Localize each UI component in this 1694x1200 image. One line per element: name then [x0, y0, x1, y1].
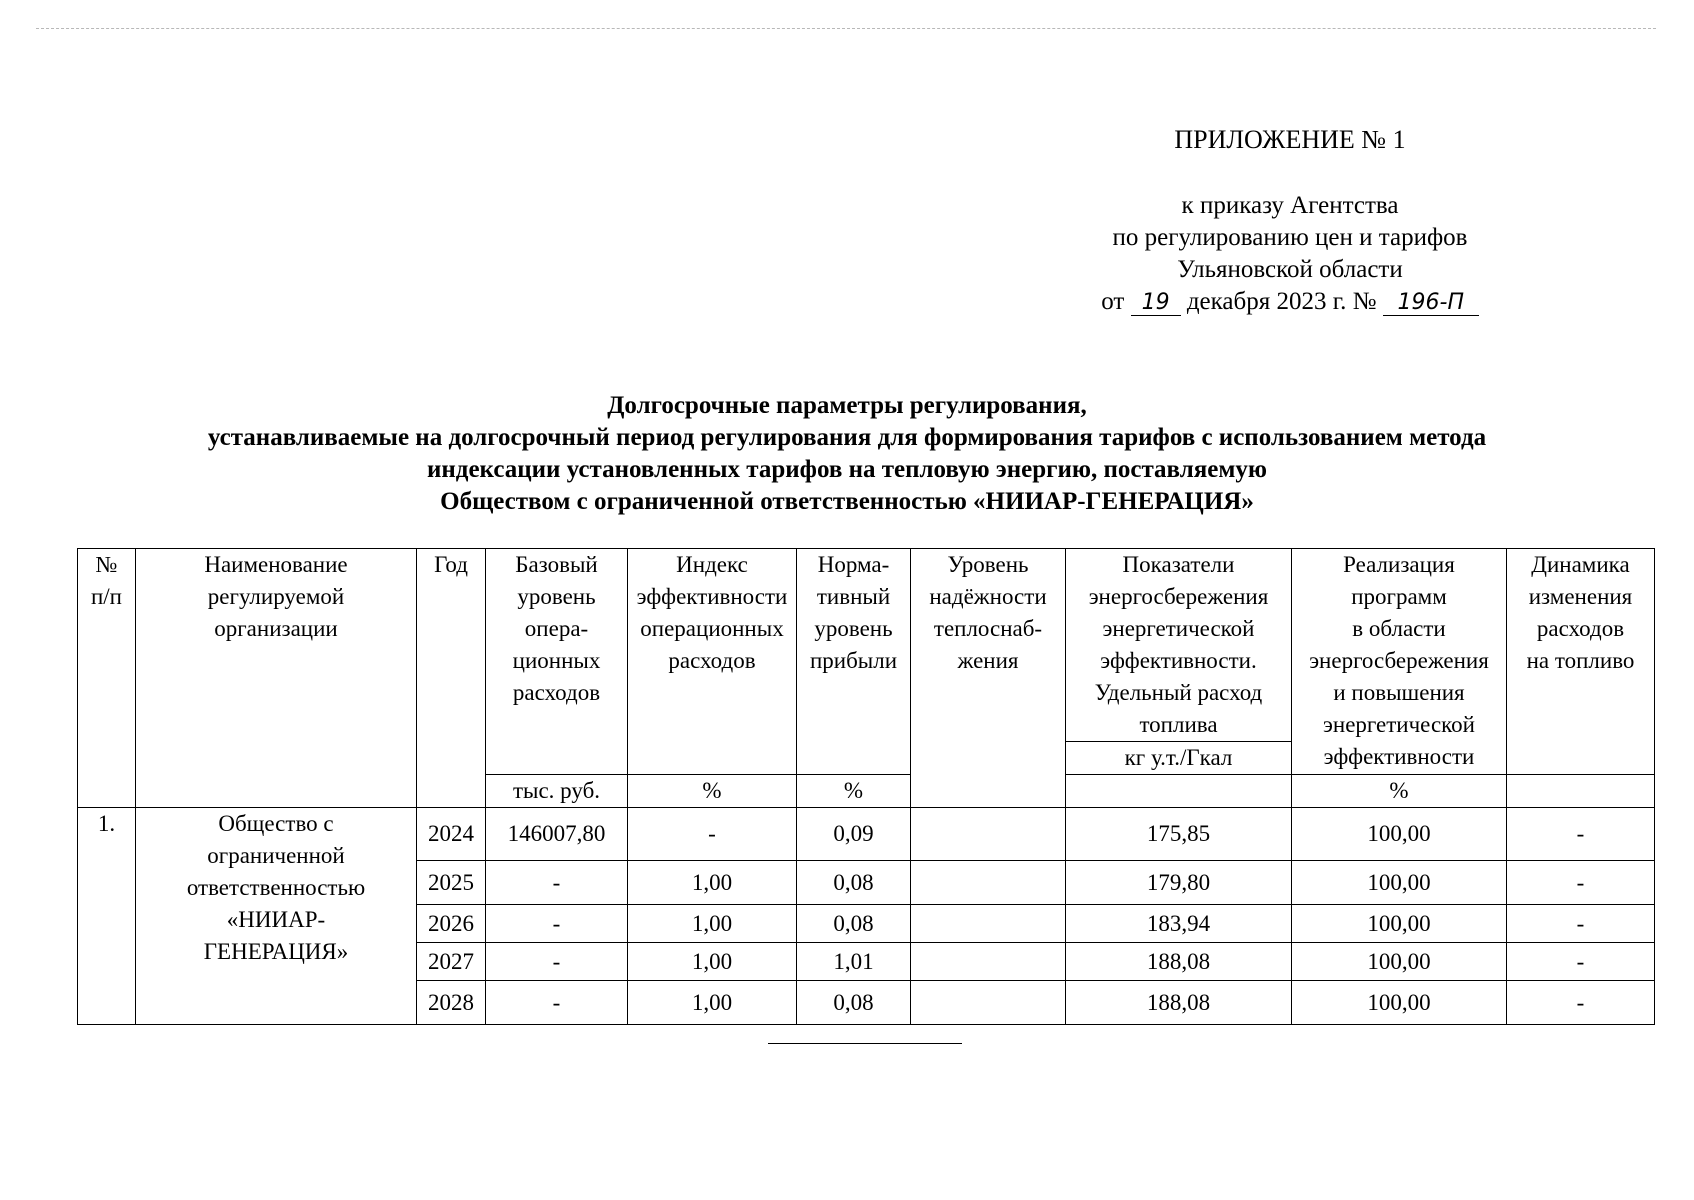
- cell-text-line: Год: [434, 552, 468, 577]
- cell-index: 1,00: [628, 905, 797, 943]
- cell-text-line: эффективности: [1323, 744, 1475, 769]
- cell-text-line: ограниченной: [207, 843, 345, 868]
- cell-text-line: теплоснаб-: [933, 616, 1043, 641]
- cell-index: 1,00: [628, 861, 797, 905]
- unit-index: %: [628, 775, 797, 808]
- header-base-opex: [486, 549, 628, 775]
- unit-programs: %: [1292, 775, 1507, 808]
- cell-reliability: [911, 861, 1066, 905]
- ref-line-2: по регулированию цен и тарифов: [1112, 224, 1468, 251]
- cell-text-line: тивный: [816, 584, 891, 609]
- ref-line-3: Ульяновской области: [1177, 256, 1403, 283]
- cell-text-line: Норма-: [817, 552, 890, 577]
- cell-text-line: Удельный расход: [1094, 680, 1263, 705]
- cell-text-line: расходов: [1536, 616, 1625, 641]
- cell-profit: 0,09: [797, 808, 911, 861]
- cell-text-line: «НИИАР-: [226, 907, 326, 932]
- cell-text-line: жения: [957, 648, 1019, 673]
- cell-programs: 100,00: [1292, 905, 1507, 943]
- header-normative-profit: [797, 549, 911, 775]
- cell-year: 2027: [417, 943, 486, 981]
- date-rest: декабря 2023 г. №: [1186, 288, 1377, 315]
- cell-fuel: -: [1507, 905, 1655, 943]
- cell-base: -: [486, 943, 628, 981]
- unit-base: тыс. руб.: [486, 775, 628, 808]
- header-efficiency-index: [628, 549, 797, 775]
- cell-text-line: п/п: [90, 584, 122, 609]
- cell-text-line: Базовый: [515, 552, 598, 577]
- cell-year: 2026: [417, 905, 486, 943]
- cell-energy: 175,85: [1066, 808, 1292, 861]
- cell-text-line: расходов: [668, 648, 756, 673]
- cell-text-line: надёжности: [929, 584, 1047, 609]
- cell-text-line: эффективности.: [1100, 648, 1257, 673]
- cell-year: 2025: [417, 861, 486, 905]
- cell-text-line: Индекс: [676, 552, 748, 577]
- cell-reliability: [911, 981, 1066, 1025]
- cell-text-line: регулируемой: [207, 584, 345, 609]
- cell-fuel: -: [1507, 861, 1655, 905]
- cell-index: 1,00: [628, 943, 797, 981]
- cell-text-line: топлива: [1139, 712, 1218, 737]
- cell-text-line: Динамика: [1531, 552, 1630, 577]
- cell-text-line: расходов: [512, 680, 601, 705]
- top-rule: [36, 28, 1656, 29]
- org-name: [136, 808, 417, 1025]
- cell-programs: 100,00: [1292, 943, 1507, 981]
- header-fuel-dynamics: [1507, 549, 1655, 775]
- cell-base: -: [486, 861, 628, 905]
- cell-base: 146007,80: [486, 808, 628, 861]
- document-title: [100, 390, 1594, 518]
- cell-programs: 100,00: [1292, 981, 1507, 1025]
- title-line-4: Обществом с ограниченной ответственностью «НИИАР-ГЕНЕРАЦИЯ»: [440, 488, 1254, 515]
- unit-energy-empty: [1066, 775, 1292, 808]
- cell-profit: 0,08: [797, 981, 911, 1025]
- title-line-1: Долгосрочные параметры регулирования,: [607, 392, 1087, 419]
- cell-fuel: -: [1507, 943, 1655, 981]
- cell-reliability: [911, 808, 1066, 861]
- cell-text-line: опера-: [524, 616, 589, 641]
- cell-fuel: -: [1507, 808, 1655, 861]
- handwritten-day: 19: [1131, 291, 1181, 316]
- cell-energy: 179,80: [1066, 861, 1292, 905]
- row-number: 1.: [78, 808, 136, 1025]
- cell-programs: 100,00: [1292, 861, 1507, 905]
- parameters-table: [77, 548, 1655, 1025]
- cell-fuel: -: [1507, 981, 1655, 1025]
- cell-profit: 0,08: [797, 861, 911, 905]
- cell-year: 2028: [417, 981, 486, 1025]
- cell-programs: 100,00: [1292, 808, 1507, 861]
- cell-reliability: [911, 943, 1066, 981]
- cell-text-line: на топливо: [1526, 648, 1635, 673]
- header-org-name: [136, 549, 417, 808]
- bottom-rule: [768, 1043, 962, 1044]
- cell-text-line: уровень: [814, 616, 893, 641]
- order-date-line: [1080, 286, 1500, 318]
- cell-reliability: [911, 905, 1066, 943]
- cell-text-line: изменения: [1528, 584, 1633, 609]
- cell-text-line: в области: [1352, 616, 1446, 641]
- cell-base: -: [486, 981, 628, 1025]
- cell-profit: 0,08: [797, 905, 911, 943]
- cell-text-line: энергетической: [1102, 616, 1255, 641]
- unit-profit: %: [797, 775, 911, 808]
- cell-text-line: Реализация: [1343, 552, 1455, 577]
- cell-index: 1,00: [628, 981, 797, 1025]
- header-reliability: [911, 549, 1066, 808]
- cell-text-line: Наименование: [204, 552, 348, 577]
- cell-text-line: операционных: [640, 616, 784, 641]
- date-prefix: от: [1101, 288, 1125, 315]
- unit-energy: кг у.т./Гкал: [1066, 742, 1292, 775]
- cell-text-line: уровень: [517, 584, 596, 609]
- cell-energy: 188,08: [1066, 943, 1292, 981]
- cell-text-line: Уровень: [947, 552, 1029, 577]
- cell-text-line: ционных: [512, 648, 601, 673]
- appendix-reference: [1080, 190, 1500, 318]
- cell-energy: 188,08: [1066, 981, 1292, 1025]
- header-programs: [1292, 549, 1507, 775]
- handwritten-order-number: 196-П: [1383, 291, 1479, 316]
- cell-text-line: эффективности: [636, 584, 788, 609]
- cell-text-line: программ: [1351, 584, 1447, 609]
- unit-fuel-empty: [1507, 775, 1655, 808]
- cell-profit: 1,01: [797, 943, 911, 981]
- appendix-title: ПРИЛОЖЕНИЕ № 1: [1174, 125, 1406, 154]
- cell-text-line: организации: [214, 616, 338, 641]
- cell-energy: 183,94: [1066, 905, 1292, 943]
- cell-text-line: Общество с: [218, 811, 334, 836]
- header-energy-indicators: [1066, 549, 1292, 742]
- cell-text-line: прибыли: [809, 648, 898, 673]
- cell-text-line: энергосбережения: [1309, 648, 1489, 673]
- cell-text-line: ответственностью: [186, 875, 366, 900]
- cell-index: -: [628, 808, 797, 861]
- ref-line-1: к приказу Агентства: [1181, 192, 1399, 219]
- cell-text-line: и повышения: [1333, 680, 1465, 705]
- cell-base: -: [486, 905, 628, 943]
- header-year: [417, 549, 486, 808]
- cell-text-line: ГЕНЕРАЦИЯ»: [203, 939, 349, 964]
- cell-text-line: энергосбережения: [1088, 584, 1269, 609]
- title-line-3: индексации установленных тарифов на тепловую энергию, поставляемую: [426, 456, 1268, 483]
- cell-text-line: энергетической: [1323, 712, 1475, 737]
- cell-text-line: Показатели: [1122, 552, 1235, 577]
- header-num: [78, 549, 136, 808]
- cell-text-line: №: [95, 552, 118, 577]
- cell-year: 2024: [417, 808, 486, 861]
- title-line-2: устанавливаемые на долгосрочный период регулирования для формирования тарифов с использованием метода: [207, 424, 1487, 451]
